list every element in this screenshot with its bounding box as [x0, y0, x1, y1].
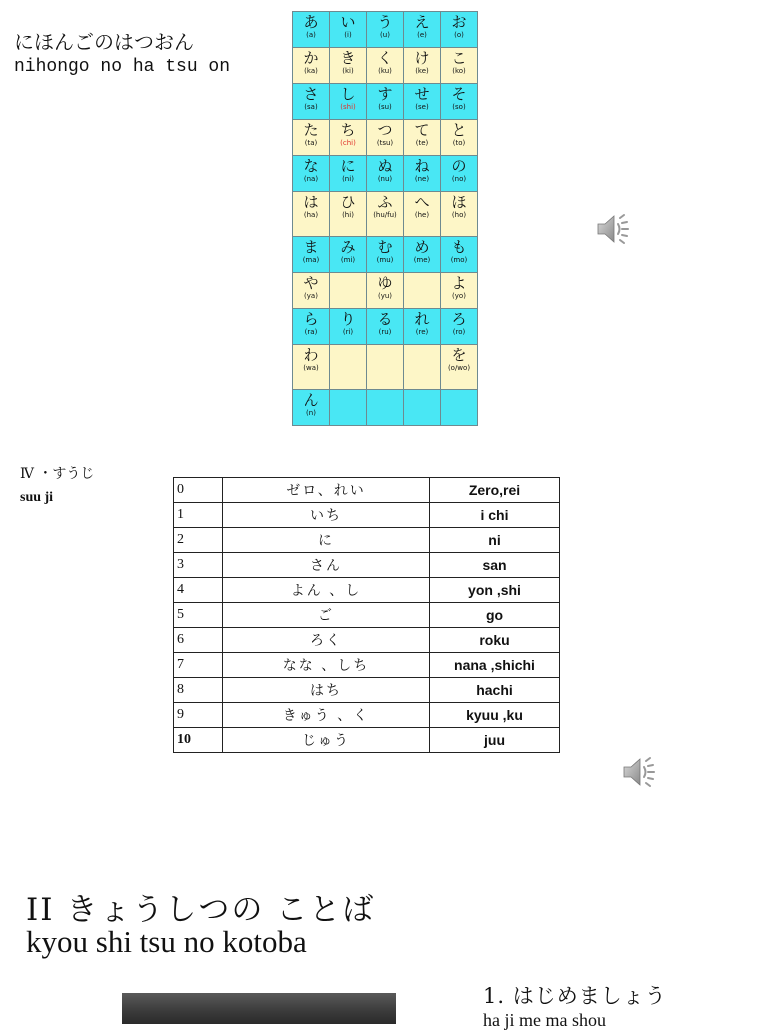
kana-romaji: (ya) — [304, 292, 318, 300]
kana-character: る — [377, 310, 393, 328]
kana-cell — [293, 48, 330, 84]
romaji-cell: i chi — [430, 503, 560, 528]
kana-character: ゆ — [377, 274, 393, 292]
kana-character: お — [451, 13, 467, 31]
kana-cell — [441, 309, 478, 345]
japanese-cell: きゅう 、く — [223, 703, 430, 728]
kana-character: に — [340, 157, 356, 175]
number-cell: 0 — [174, 478, 223, 503]
kana-character: ぬ — [377, 157, 393, 175]
kana-character: ほ — [451, 193, 467, 211]
kana-cell — [404, 192, 441, 237]
kana-romaji: (ka) — [304, 67, 318, 75]
kana-character: け — [414, 49, 430, 67]
number-cell: 5 — [174, 603, 223, 628]
kana-cell — [441, 345, 478, 390]
table-row — [174, 578, 560, 603]
number-cell: 6 — [174, 628, 223, 653]
kana-romaji: (me) — [413, 256, 431, 264]
kana-character: ま — [303, 238, 319, 256]
table-row — [174, 478, 560, 503]
kana-character: こ — [451, 49, 467, 67]
romaji-cell: go — [430, 603, 560, 628]
kana-cell — [330, 84, 367, 120]
kana-cell — [441, 156, 478, 192]
kana-character: り — [340, 310, 356, 328]
kana-cell — [367, 156, 404, 192]
kana-cell — [441, 84, 478, 120]
kana-cell — [441, 192, 478, 237]
kana-cell — [404, 237, 441, 273]
romaji-cell: roku — [430, 628, 560, 653]
kana-row — [293, 84, 478, 120]
kana-romaji: (yu) — [377, 292, 393, 300]
kana-cell — [330, 192, 367, 237]
classroom-heading: II きょうしつの ことば — [26, 892, 376, 928]
japanese-cell: ご — [223, 603, 430, 628]
kana-cell — [404, 309, 441, 345]
hiragana-chart — [292, 11, 478, 426]
kana-character: め — [414, 238, 430, 256]
number-cell: 4 — [174, 578, 223, 603]
table-row — [174, 628, 560, 653]
kana-romaji: (tsu) — [376, 139, 394, 147]
kana-romaji: (e) — [417, 31, 427, 39]
kana-row — [293, 192, 478, 237]
romaji-cell: Zero,rei — [430, 478, 560, 503]
kana-cell — [404, 120, 441, 156]
kana-romaji: (o/wo) — [447, 364, 471, 372]
kana-romaji: (ra) — [304, 328, 318, 336]
kana-cell — [441, 48, 478, 84]
kana-cell — [441, 390, 478, 426]
kana-cell — [330, 273, 367, 309]
kana-romaji: (ki) — [342, 67, 354, 75]
kana-cell — [293, 84, 330, 120]
kana-romaji: (te) — [415, 139, 429, 147]
number-cell: 1 — [174, 503, 223, 528]
kana-cell — [293, 309, 330, 345]
kana-romaji: (hu/fu) — [373, 211, 397, 219]
kana-cell — [441, 12, 478, 48]
number-cell: 7 — [174, 653, 223, 678]
kana-romaji: (ni) — [342, 175, 354, 183]
kana-cell — [293, 237, 330, 273]
romaji-cell: yon ,shi — [430, 578, 560, 603]
kana-row — [293, 345, 478, 390]
kana-row — [293, 48, 478, 84]
kana-romaji: (na) — [303, 175, 319, 183]
kana-cell — [367, 48, 404, 84]
romaji-cell: nana ,shichi — [430, 653, 560, 678]
kana-character: え — [414, 13, 430, 31]
kana-character: や — [303, 274, 319, 292]
romaji-cell: ni — [430, 528, 560, 553]
kana-romaji: (ko) — [452, 67, 466, 75]
kana-character: か — [303, 49, 319, 67]
kana-character: ろ — [451, 310, 467, 328]
kana-romaji: (su) — [378, 103, 392, 111]
kana-row — [293, 273, 478, 309]
kana-romaji: (ru) — [378, 328, 392, 336]
kana-cell — [367, 192, 404, 237]
kana-character: を — [451, 346, 467, 364]
kana-row — [293, 120, 478, 156]
kana-character: き — [340, 49, 356, 67]
kana-romaji: (re) — [415, 328, 429, 336]
kana-romaji: (o) — [454, 31, 464, 39]
kana-character: い — [340, 13, 356, 31]
kana-cell — [441, 273, 478, 309]
page-title-romaji: nihongo no ha tsu on — [14, 57, 231, 77]
kana-cell — [367, 84, 404, 120]
kana-character: あ — [303, 13, 319, 31]
number-cell: 8 — [174, 678, 223, 703]
kana-character: の — [451, 157, 467, 175]
kana-character: う — [377, 13, 393, 31]
table-row — [174, 678, 560, 703]
kana-cell — [293, 345, 330, 390]
classroom-photo — [122, 993, 396, 1024]
japanese-cell: なな 、しち — [223, 653, 430, 678]
kana-row — [293, 309, 478, 345]
kana-character: す — [377, 85, 393, 103]
kana-row — [293, 156, 478, 192]
romaji-cell: hachi — [430, 678, 560, 703]
kana-cell — [367, 345, 404, 390]
kana-character: れ — [414, 310, 430, 328]
kana-cell — [330, 48, 367, 84]
kana-character: は — [303, 193, 319, 211]
kana-character: ち — [340, 121, 356, 139]
numbers-heading: Ⅳ ・すうじ — [20, 466, 95, 482]
kana-cell — [367, 120, 404, 156]
kana-character: よ — [451, 274, 467, 292]
japanese-cell: さん — [223, 553, 430, 578]
kana-cell — [441, 237, 478, 273]
kana-cell — [404, 345, 441, 390]
kana-romaji: (hi) — [342, 211, 354, 219]
kana-character: ね — [414, 157, 430, 175]
kana-cell — [293, 156, 330, 192]
speaker-icon[interactable] — [594, 209, 634, 249]
kana-cell — [330, 390, 367, 426]
japanese-cell: ゼロ、れい — [223, 478, 430, 503]
kana-character: さ — [303, 85, 319, 103]
kana-romaji: (n) — [306, 409, 316, 417]
kana-character: な — [303, 157, 319, 175]
kana-cell — [404, 273, 441, 309]
kana-character: く — [377, 49, 393, 67]
japanese-cell: よん 、し — [223, 578, 430, 603]
page-title-japanese: にほんごのはつおん — [14, 30, 194, 54]
kana-cell — [404, 48, 441, 84]
kana-romaji: (mo) — [450, 256, 468, 264]
kana-row — [293, 390, 478, 426]
kana-character: せ — [414, 85, 430, 103]
kana-romaji: (mi) — [340, 256, 356, 264]
kana-cell — [367, 273, 404, 309]
kana-character: と — [451, 121, 467, 139]
number-cell: 9 — [174, 703, 223, 728]
kana-romaji: (ku) — [378, 67, 392, 75]
kana-character: て — [414, 121, 430, 139]
japanese-cell: いち — [223, 503, 430, 528]
kana-cell — [330, 156, 367, 192]
phrase-1-romaji: ha ji me ma shou — [483, 1010, 606, 1030]
kana-romaji: (ma) — [302, 256, 320, 264]
kana-cell — [404, 12, 441, 48]
kana-character: ひ — [340, 193, 356, 211]
kana-romaji: (mu) — [376, 256, 394, 264]
kana-row — [293, 12, 478, 48]
kana-romaji: (ro) — [452, 328, 466, 336]
kana-character: ら — [303, 310, 319, 328]
kana-romaji: (so) — [452, 103, 466, 111]
romaji-cell: san — [430, 553, 560, 578]
number-cell: 2 — [174, 528, 223, 553]
japanese-cell: じゅう — [223, 728, 430, 753]
kana-character: つ — [377, 121, 393, 139]
kana-romaji: (to) — [452, 139, 466, 147]
kana-cell — [293, 390, 330, 426]
number-cell: 10 — [174, 728, 223, 753]
kana-cell — [367, 12, 404, 48]
japanese-cell: はち — [223, 678, 430, 703]
kana-cell — [293, 120, 330, 156]
kana-cell — [330, 12, 367, 48]
kana-romaji: (sa) — [304, 103, 318, 111]
kana-character: も — [451, 238, 467, 256]
kana-cell — [441, 120, 478, 156]
kana-character: み — [340, 238, 356, 256]
numbers-heading-romaji: suu ji — [20, 490, 54, 505]
number-cell: 3 — [174, 553, 223, 578]
kana-cell — [293, 12, 330, 48]
kana-cell — [404, 156, 441, 192]
kana-cell — [293, 273, 330, 309]
kana-character: ん — [303, 391, 319, 409]
classroom-heading-romaji: kyou shi tsu no kotoba — [26, 924, 307, 959]
kana-character: そ — [451, 85, 467, 103]
table-row — [174, 653, 560, 678]
kana-character: む — [377, 238, 393, 256]
table-row — [174, 728, 560, 753]
kana-cell — [367, 390, 404, 426]
kana-character: へ — [414, 193, 430, 211]
kana-romaji: (he) — [414, 211, 430, 219]
kana-romaji: (u) — [380, 31, 390, 39]
kana-cell — [404, 84, 441, 120]
table-row — [174, 703, 560, 728]
kana-romaji: (ta) — [304, 139, 318, 147]
kana-romaji: (no) — [451, 175, 467, 183]
kana-cell — [330, 120, 367, 156]
kana-character: た — [303, 121, 319, 139]
kana-cell — [330, 345, 367, 390]
kana-romaji: (ke) — [415, 67, 429, 75]
table-row — [174, 603, 560, 628]
kana-romaji: (shi) — [340, 103, 356, 111]
romaji-cell: juu — [430, 728, 560, 753]
kana-romaji: (nu) — [377, 175, 393, 183]
japanese-cell: ろく — [223, 628, 430, 653]
kana-romaji: (wa) — [303, 364, 319, 372]
kana-cell — [404, 390, 441, 426]
kana-romaji: (ho) — [451, 211, 467, 219]
kana-romaji: (ne) — [414, 175, 430, 183]
kana-character: し — [340, 85, 356, 103]
kana-cell — [330, 309, 367, 345]
kana-cell — [367, 309, 404, 345]
speaker-icon[interactable] — [620, 752, 660, 792]
phrase-1-japanese: 1. はじめましょう — [483, 984, 667, 1008]
kana-romaji: (yo) — [452, 292, 466, 300]
kana-romaji: (ri) — [342, 328, 354, 336]
kana-romaji: (chi) — [340, 139, 356, 147]
kana-character: わ — [303, 346, 319, 364]
kana-cell — [330, 237, 367, 273]
japanese-cell: に — [223, 528, 430, 553]
table-row — [174, 528, 560, 553]
table-row — [174, 553, 560, 578]
table-row — [174, 503, 560, 528]
kana-romaji: (ha) — [303, 211, 319, 219]
numbers-table — [173, 477, 560, 753]
kana-romaji: (se) — [415, 103, 429, 111]
kana-romaji: (a) — [306, 31, 316, 39]
romaji-cell: kyuu ,ku — [430, 703, 560, 728]
kana-romaji: (i) — [344, 31, 352, 39]
kana-character: ふ — [377, 193, 393, 211]
kana-cell — [293, 192, 330, 237]
kana-row — [293, 237, 478, 273]
kana-cell — [367, 237, 404, 273]
